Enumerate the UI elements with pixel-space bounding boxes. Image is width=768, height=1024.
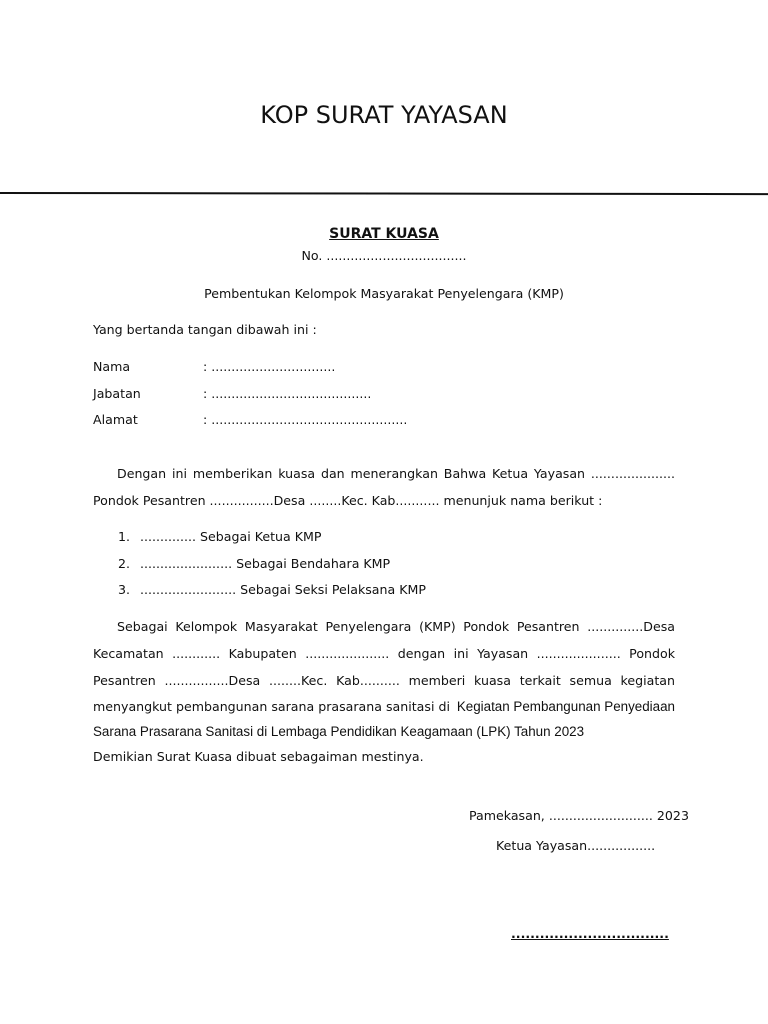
field-value-nama: : ............................... (203, 359, 336, 374)
paragraph-2-line-5: Sarana Prasarana Sanitasi di Lembaga Pendidikan Keagamaan (LPK) Tahun 2023 (93, 724, 585, 739)
paragraph-2-line-2: Kecamatan ............ Kabupaten ..................... dengan ini Yayasan ..................... Pondok (93, 646, 675, 661)
paragraph-1-line-2: Pondok Pesantren ................Desa ........Kec. Kab........... menunjuk nama berikut : (93, 493, 603, 508)
paragraph-2-line-1: Sebagai Kelompok Masyarakat Penyelengara (KMP) Pondok Pesantren ..............Desa (117, 619, 675, 634)
intro-text: Yang bertanda tangan dibawah ini : (93, 322, 317, 337)
place-date: Pamekasan, .......................... 2023 (469, 808, 689, 823)
signature-name-line: ................................. (511, 926, 669, 941)
paragraph-2-line-4 (93, 699, 675, 714)
list-item-number: 3. (118, 582, 131, 597)
list-item-text: .............. Sebagai Ketua KMP (140, 529, 322, 544)
document-title: SURAT KUASA (329, 226, 439, 242)
field-label-nama: Nama (93, 359, 131, 374)
list-item-text: ....................... Sebagai Bendahara KMP (140, 556, 391, 571)
document-number: No. ................................... (301, 248, 467, 263)
document-subject: Pembentukan Kelompok Masyarakat Penyelengara (KMP) (204, 286, 564, 301)
field-label-jabatan: Jabatan (93, 386, 141, 401)
letterhead-title: KOP SURAT YAYASAN (260, 101, 508, 129)
field-label-alamat: Alamat (93, 412, 138, 427)
field-value-jabatan: : ........................................ (203, 386, 372, 401)
paragraph-1-line-1: Dengan ini memberikan kuasa dan menerangkan Bahwa Ketua Yayasan ..................... (117, 466, 675, 481)
closing-statement: Demikian Surat Kuasa dibuat sebagaiman mestinya. (93, 749, 424, 764)
list-item-number: 1. (118, 529, 131, 544)
list-item-number: 2. (118, 556, 131, 571)
signer-position: Ketua Yayasan................. (496, 838, 656, 853)
letterhead-divider (0, 192, 768, 195)
field-value-alamat: : ................................................. (203, 412, 408, 427)
paragraph-2-line-4-part-b: Kegiatan Pembangunan Penyediaan (456, 699, 675, 714)
paragraph-2-line-4-part-a: menyangkut pembangunan sarana prasarana sanitasi di (93, 699, 450, 714)
paragraph-2-line-3: Pesantren ................Desa ........Kec. Kab.......... memberi kuasa terkait semua kegiatan (93, 673, 675, 688)
list-item-text: ........................ Sebagai Seksi Pelaksana KMP (140, 582, 426, 597)
